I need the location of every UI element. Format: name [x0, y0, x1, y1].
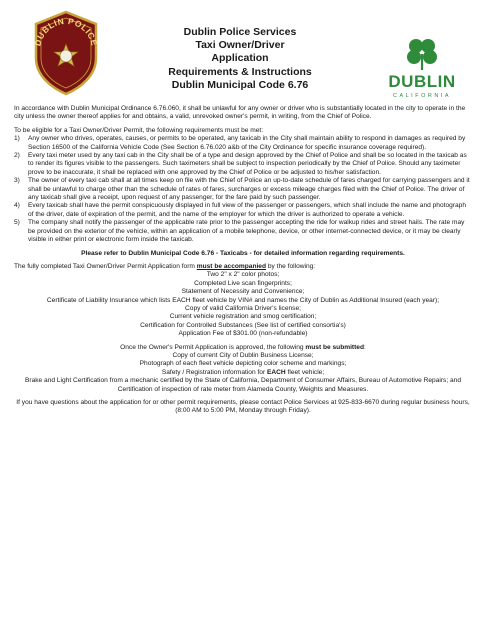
requirement-item: 3) The owner of every taxi cab shall at all times keep on file with the Chief of Police an up-to-date schedule of fares charged for carrying passengers and it shall be unlawful to charge other than the schedule of rates of fares, surcharges or excess mileage charges filed with the Chief of Police. The driver of any taxicab shall give a receipt, upon request of any passenger, for the fare paid by such passenger.	[14, 177, 470, 202]
requirement-item: 2) Every taxi meter used by any taxi cab in the City shall be of a type and design approved by the Chief of Police and shall be so located in the taxicab as to render its figures visible to the passengers. Such taximeters shall be subject to inspection periodically by the Chief of Police. Should any taximeter prove to be inaccurate, it shall be replaced with one approved by the Chief of Police or be adjusted to his/her satisfaction.	[14, 152, 467, 176]
document-title	[130, 26, 350, 92]
list-item: Photograph of each fleet vehicle depicting color scheme and markings;	[139, 360, 347, 368]
submit-lead: Once the Owner's Permit Application is approved, the following must be submitted:	[120, 343, 366, 351]
accompany-lead: The fully completed Taxi Owner/Driver Permit Application form must be accompanied by the following:	[14, 262, 316, 270]
list-item: Certification of inspection of rate meter from Alameda County, Weights and Measures.	[117, 385, 369, 393]
list-item: Brake and Light Certification from a mechanic certified by the State of California, Department of Consumer Affairs, Bureau of Automotive Repairs; and	[24, 377, 462, 385]
eligibility-lead: To be eligible for a Taxi Owner/Driver Permit, the following requirements must be met:	[14, 126, 264, 134]
list-item: Copy of valid California Driver's license;	[185, 304, 301, 312]
logo-sub: CALIFORNIA	[392, 93, 451, 99]
closing-paragraph: If you have questions about the application for or other permit requirements, please contact Police Services at 925-833-6670 during regular business hours, (8:00 AM to 5:00 PM, Monday through Friday).	[16, 399, 470, 415]
police-badge-icon	[30, 10, 102, 96]
logo-word: DUBLIN	[388, 72, 456, 91]
title-line: Requirements & Instructions	[168, 65, 312, 78]
intro-paragraph: In accordance with Dublin Municipal Ordinance 6.76.060, it shall be unlawful for any owner or driver who is substantially located in the city to operate in the city unless the owner thereof applies for and obtains, a valid, unrevoked owner's permit, in writing, from the Chief of Police.	[14, 105, 466, 121]
title-line: Dublin Municipal Code 6.76	[171, 78, 309, 91]
list-item: Certification for Controlled Substances (See list of certified consortia's)	[140, 321, 346, 329]
title-line: Taxi Owner/Driver	[195, 39, 285, 52]
list-item: Statement of Necessity and Convenience;	[181, 288, 305, 296]
title-line: Dublin Police Services	[183, 26, 297, 38]
list-item: Safety / Registration information for EACH fleet vehicle;	[161, 368, 325, 376]
requirement-item: 5) The company shall notify the passenger of the applicable rate prior to the passenger accepting the ride for walkup rides and street hails. The rate may be provided on the exterior of the vehicle, within an application of a mobile telephone, device, or other internet-connected device, or it may be clearly visible in either print or electronic form inside the taxicab.	[14, 219, 465, 244]
shamrock-icon	[388, 36, 456, 72]
requirement-item: 4) Every taxicab shall have the permit conspicuously displayed in full view of the passenger or passengers, which shall include the name and photograph of the driver, date of expiration of the permit, and the name of the employer for which the driver is authorized to operate a vehicle.	[14, 202, 467, 218]
refer-note: Please refer to Dublin Municipal Code 6.76 - Taxicabs - for detailed information regarding requirements.	[81, 249, 405, 257]
requirements-list	[14, 135, 472, 244]
header	[0, 6, 480, 98]
list-item: Certificate of Liability Insurance which lists EACH fleet vehicle by VIN# and names the City of Dublin as Additional Insured (each year);	[46, 296, 440, 304]
accompany-list	[14, 271, 472, 338]
title-line: Application	[211, 52, 269, 65]
requirement-item: 1) Any owner who drives, operates, causes, or permits to be operated, any taxicab in the City shall maintain ability to respond in damages as required by Section 16500 of the California Vehicle Code (See Section 6.76.020 a&b of the City Ordinance for specific insurance coverage required).	[14, 135, 466, 151]
dublin-logo	[388, 36, 456, 102]
list-item: Current vehicle registration and smog certification;	[169, 313, 317, 321]
badge-text: DUBLIN POLICE	[32, 15, 100, 47]
submit-list	[14, 352, 472, 394]
list-item: Copy of current City of Dublin Business License;	[172, 351, 314, 359]
document-body	[14, 105, 472, 416]
list-item: Completed Live scan fingerprints;	[194, 279, 292, 287]
list-item: Two 2" x 2" color photos;	[206, 271, 280, 279]
list-item: Application Fee of $301.00 (non-refundable)	[178, 330, 308, 338]
